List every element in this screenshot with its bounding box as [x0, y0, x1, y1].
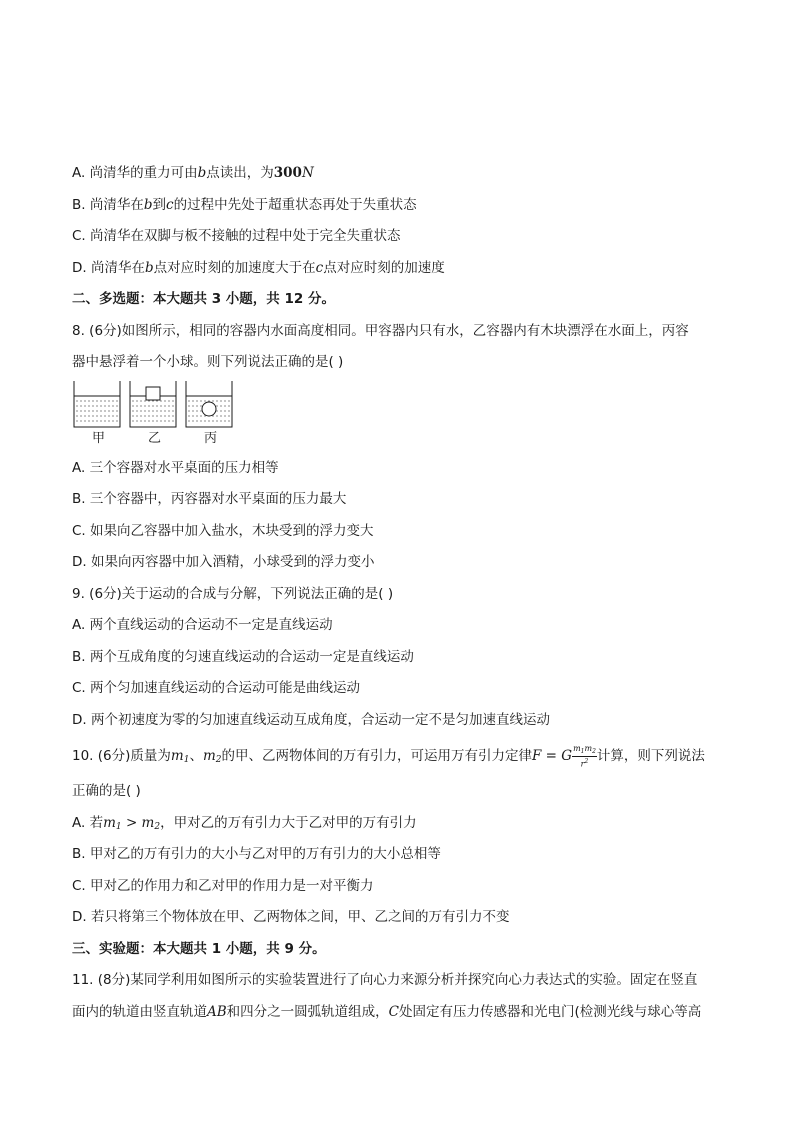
section-heading-experiment: 三、实验题：本大题共 1 小题，共 9 分。 [72, 940, 326, 957]
q8-option-d: D. 如果向丙容器中加入酒精，小球受到的浮力变小 [72, 554, 375, 570]
container-label-jia: 甲 [92, 430, 106, 446]
q9-option-b: B. 两个互成角度的匀速直线运动的合运动一定是直线运动 [72, 648, 414, 665]
suspended-ball [202, 402, 216, 416]
q9-option-a: A. 两个直线运动的合运动不一定是直线运动 [72, 617, 333, 633]
q7-option-d: D. 尚清华在b点对应时刻的加速度大于在c点对应时刻的加速度 [72, 259, 445, 276]
exam-page [72, 158, 732, 1028]
formula-fraction: $\frac{m_1m_2}{r^2}$ [573, 743, 596, 769]
q8-stem-line2: 器中悬浮着一个小球。则下列说法正确的是( ) [72, 354, 344, 370]
q8-option-c: C. 如果向乙容器中加入盐水，木块受到的浮力变大 [72, 522, 374, 539]
q8-option-a: A. 三个容器对水平桌面的压力相等 [72, 459, 279, 476]
q10-option-c: C. 甲对乙的作用力和乙对甲的作用力是一对平衡力 [72, 877, 374, 894]
q9-option-c: C. 两个匀加速直线运动的合运动可能是曲线运动 [72, 680, 361, 696]
q10-stem-line1: 10. (6分)质量为$m_1$、$m_2$的甲、乙两物体间的万有引力，可运用万有引力定律F = G $\frac{m_1m_2}{r^2}$ 计算，则下列说法 [72, 743, 705, 769]
q11-stem-line1: 11. (8分)某同学利用如图所示的实验装置进行了向心力来源分析并探究向心力表达式的实验。固定在竖直 [72, 972, 698, 988]
mass-symbols: $m_1$、$m_2$ [170, 748, 222, 765]
q8-stem-line1: 8. (6分)如图所示，相同的容器内水面高度相同。甲容器内只有水，乙容器内有木块漂浮在水面上，丙容 [72, 322, 689, 339]
container-label-bing: 丙 [204, 430, 218, 446]
mass-inequality: $m_1 > m_2$ [103, 814, 161, 832]
q7-option-b: B. 尚清华在b到c的过程中先处于超重状态再处于失重状态 [72, 196, 417, 213]
section-heading-multiple-choice: 二、多选题：本大题共 3 小题，共 12 分。 [72, 291, 335, 307]
container-label-yi: 乙 [148, 430, 162, 446]
wooden-block [146, 387, 160, 400]
q10-stem-line2: 正确的是( ) [72, 783, 141, 799]
q8-option-b: B. 三个容器中，丙容器对水平桌面的压力最大 [72, 491, 347, 507]
q9-stem: 9. (6分)关于运动的合成与分解，下列说法正确的是( ) [72, 585, 394, 602]
q8-containers-figure [72, 379, 732, 449]
q11-stem-line2: 面内的轨道由竖直轨道AB和四分之一圆弧轨道组成，C处固定有压力传感器和光电门(检测光线与球心等高 [72, 1003, 702, 1020]
containers-diagram [72, 379, 242, 431]
gravitation-formula: F [531, 748, 542, 764]
q10-option-b: B. 甲对乙的万有引力的大小与乙对甲的万有引力的大小总相等 [72, 846, 441, 862]
q10-option-a: A. 若$m_1 > m_2$，甲对乙的万有引力大于乙对甲的万有引力 [72, 814, 417, 832]
q10-option-d: D. 若只将第三个物体放在甲、乙两物体之间，甲、乙之间的万有引力不变 [72, 909, 510, 925]
q7-option-a: A. 尚清华的重力可由b点读出，为300N [72, 165, 314, 181]
q9-option-d: D. 两个初速度为零的匀加速直线运动互成角度，合运动一定不是匀加速直线运动 [72, 711, 550, 728]
q7-option-c: C. 尚清华在双脚与板不接触的过程中处于完全失重状态 [72, 228, 401, 244]
